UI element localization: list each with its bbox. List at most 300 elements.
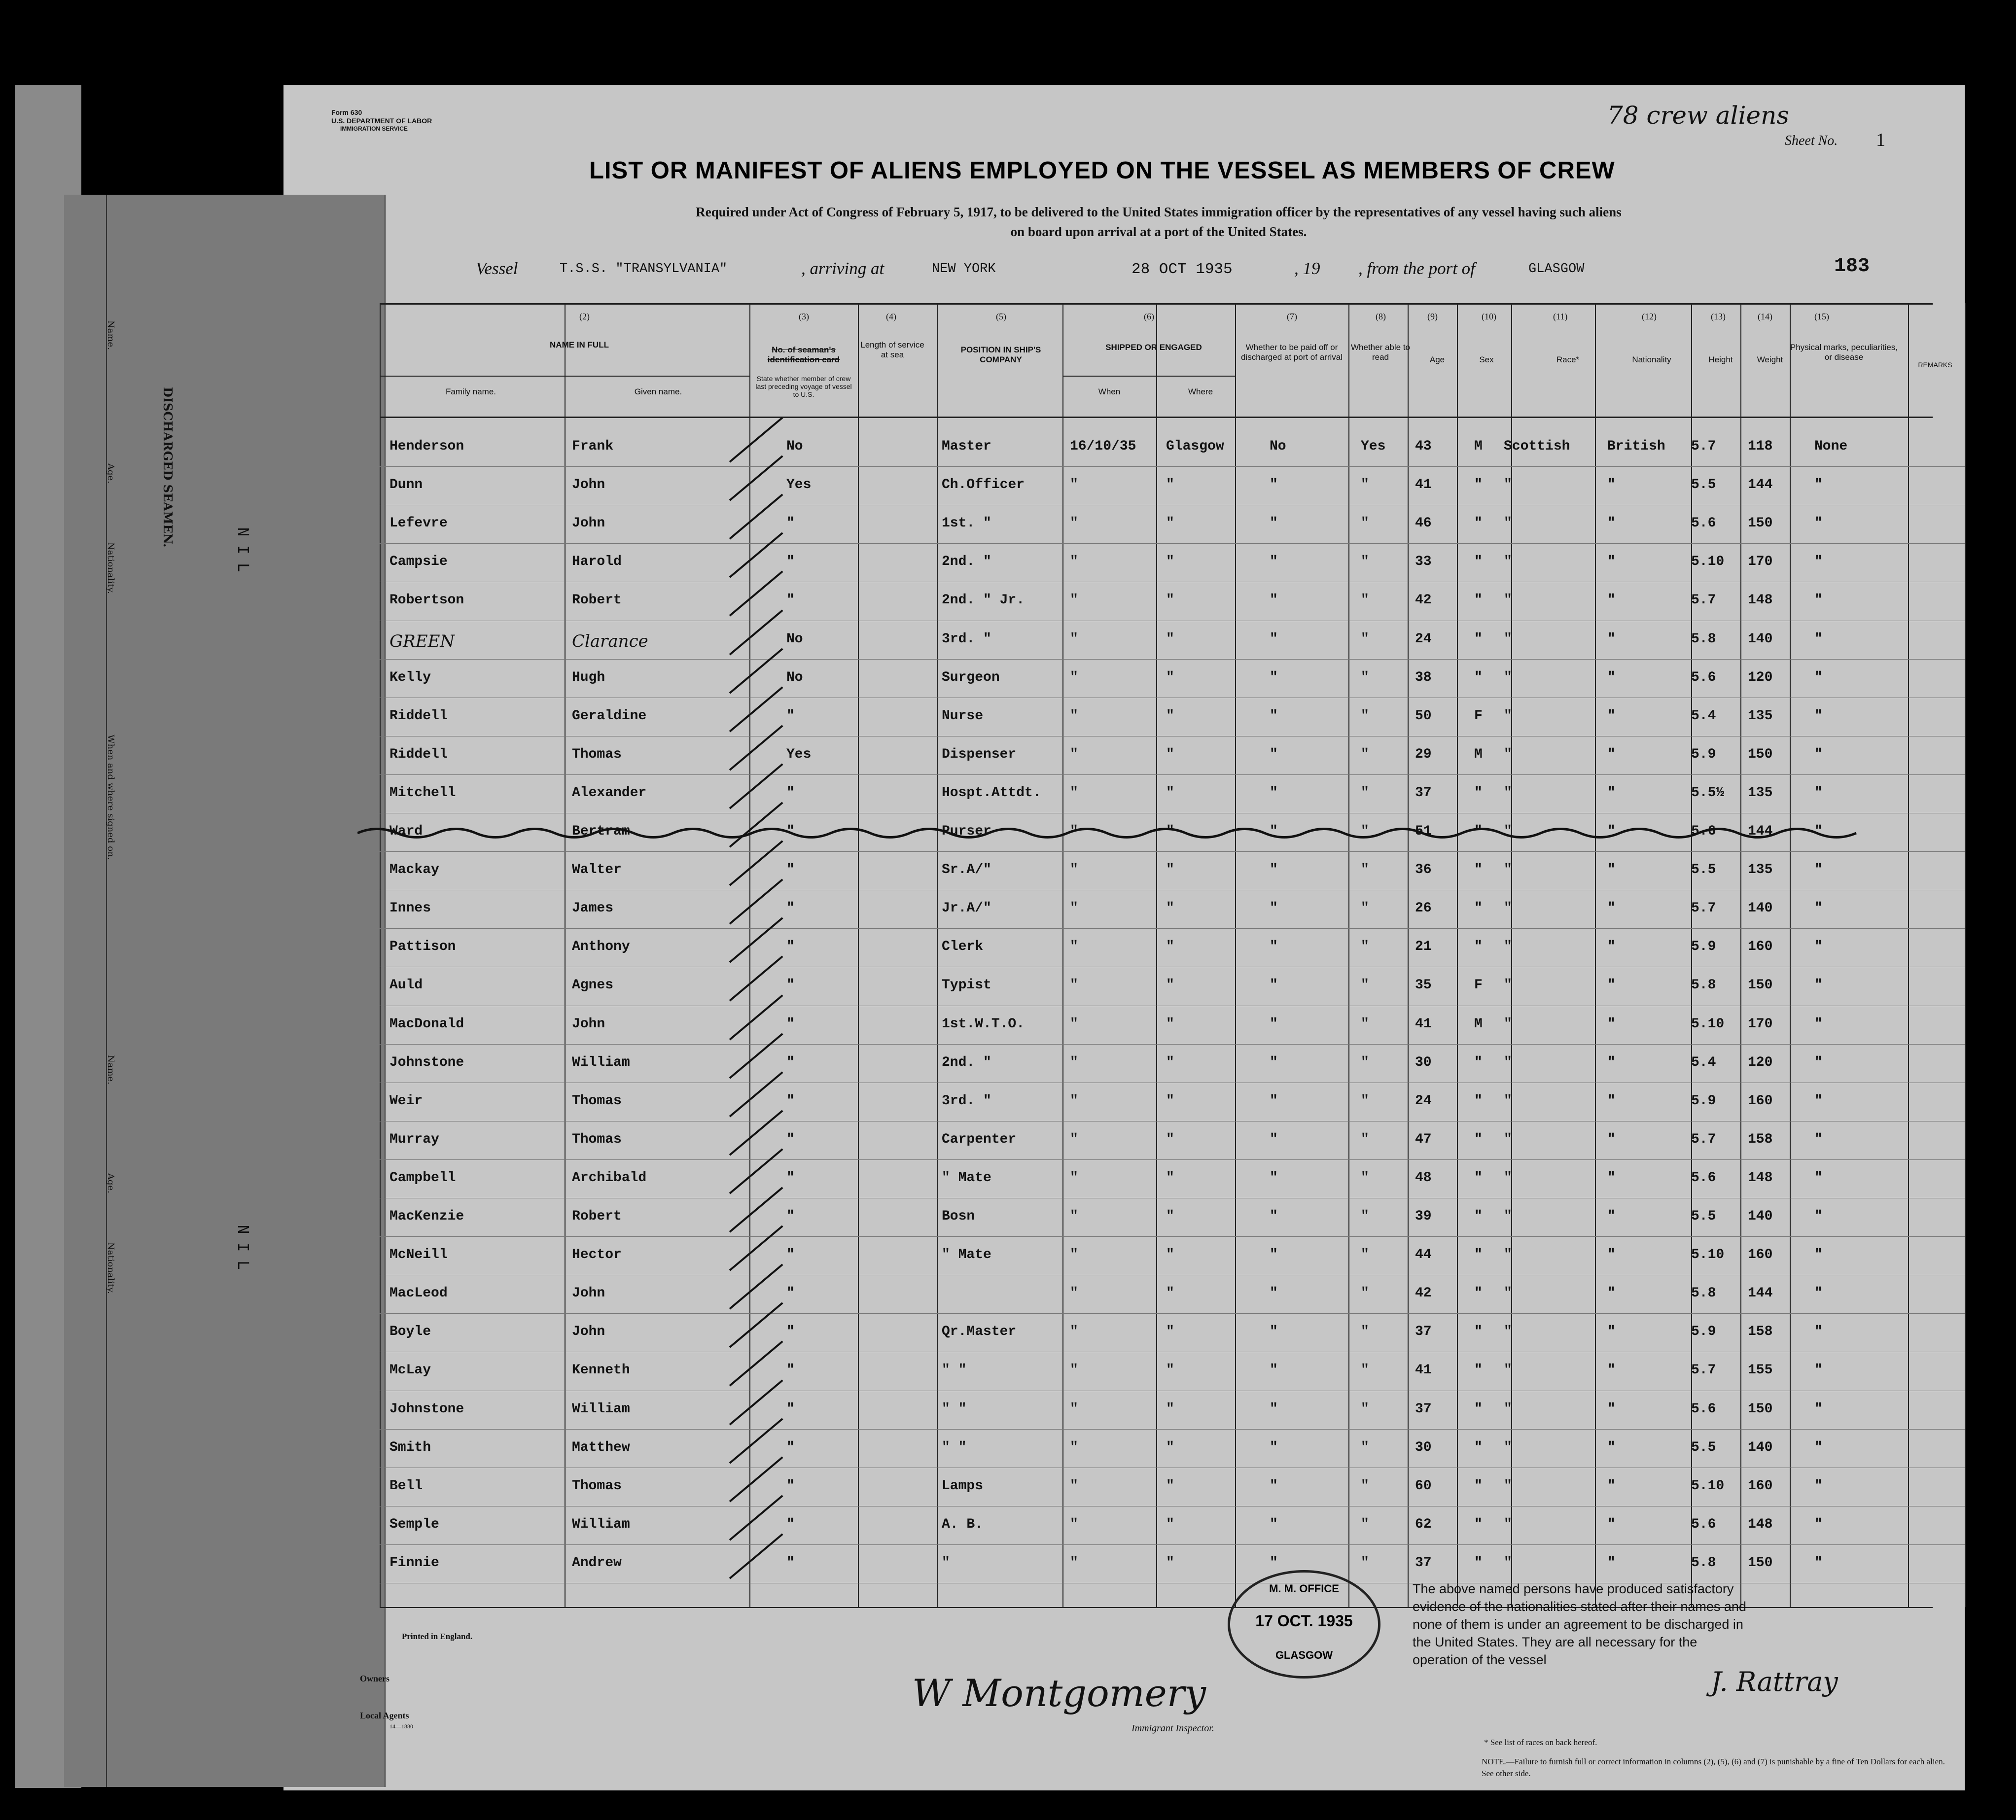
crew-height-cell: 5.7 (1691, 901, 1716, 916)
arrival-date-stamp: 28 OCT 1935 (1132, 261, 1233, 278)
crew-sex-cell: " (1474, 1209, 1483, 1224)
length-of-service-header: Length of service at sea (860, 340, 924, 359)
crew-marks-cell: " (1814, 1324, 1823, 1340)
crew-where-cell: " (1166, 785, 1174, 801)
crew-weight-cell: 155 (1748, 1363, 1773, 1378)
crew-age-cell: 47 (1415, 1131, 1432, 1147)
crew-prev-cell: " (786, 1516, 795, 1532)
crew-read-cell: " (1361, 1478, 1369, 1494)
crew-weight-cell: 144 (1748, 1286, 1773, 1301)
crew-marks-cell: " (1814, 593, 1823, 608)
crew-height-cell: 5.10 (1691, 1016, 1725, 1032)
crew-race-cell: " (1504, 1131, 1512, 1147)
crew-position-cell: Bosn (942, 1209, 975, 1224)
crew-height-cell: 5.7 (1691, 439, 1716, 454)
crew-weight-cell: 150 (1748, 1401, 1773, 1417)
crew-when-cell: " (1070, 939, 1078, 955)
crew-height-cell: 5.8 (1691, 631, 1716, 647)
crew-race-cell: " (1504, 1093, 1512, 1109)
crew-paid-cell: " (1270, 1324, 1278, 1340)
crew-given-cell: Geraldine (572, 708, 647, 724)
crew-where-cell: " (1166, 1363, 1174, 1378)
crew-row (0, 1430, 1823, 1469)
crew-weight-cell: 170 (1748, 1016, 1773, 1032)
crew-where-cell: " (1166, 631, 1174, 647)
crew-sex-cell: M (1474, 1016, 1483, 1032)
crew-sex-cell: " (1474, 901, 1483, 916)
stamp-date: 17 OCT. 1935 (1255, 1612, 1353, 1630)
manifest-subtitle (513, 202, 1804, 242)
crew-height-cell: 5.6 (1691, 516, 1716, 531)
crew-when-cell: " (1070, 1363, 1078, 1378)
crew-when-cell: " (1070, 785, 1078, 801)
crew-prev-cell: " (786, 554, 795, 570)
crew-height-cell: 5.5 (1691, 1209, 1716, 1224)
departure-port: GLASGOW (1528, 262, 1585, 277)
crew-marks-cell: " (1814, 516, 1823, 531)
crew-position-cell: A. B. (942, 1516, 984, 1532)
crew-paid-cell: No (1270, 439, 1286, 454)
crew-position-cell: " Mate (942, 1170, 991, 1186)
crew-position-cell: Typist (942, 978, 991, 993)
crew-when-cell: " (1070, 978, 1078, 993)
crew-position-cell: Jr.A/" (942, 901, 991, 916)
row-rule (380, 1544, 1965, 1545)
crew-sex-cell: F (1474, 978, 1483, 993)
name-subheader-rule (380, 376, 749, 377)
crew-when-cell: " (1070, 631, 1078, 647)
crew-paid-cell: " (1270, 1016, 1278, 1032)
stamp-bottom-text: GLASGOW (1275, 1649, 1333, 1661)
col-3-number: (3) (799, 312, 809, 321)
crew-marks-cell: None (1814, 439, 1848, 454)
crew-row (0, 544, 1823, 583)
crew-prev-cell: " (786, 1170, 795, 1186)
crew-where-cell: " (1166, 901, 1174, 916)
crew-sex-cell: " (1474, 785, 1483, 801)
crew-weight-cell: 135 (1748, 785, 1773, 801)
crew-age-cell: 51 (1415, 824, 1432, 839)
crew-height-cell: 5.7 (1691, 1363, 1716, 1378)
crew-read-cell: " (1361, 554, 1369, 570)
crew-position-cell: " " (942, 1401, 967, 1417)
crew-given-cell: Robert (572, 593, 622, 608)
crew-row (0, 929, 1823, 968)
crew-height-cell: 5.5 (1691, 477, 1716, 493)
crew-where-cell: " (1166, 1054, 1174, 1070)
crew-family-cell: Pattison (389, 939, 456, 955)
crew-age-cell: 37 (1415, 785, 1432, 801)
column-rule (1965, 303, 1966, 1607)
crew-nat-cell: " (1607, 862, 1616, 878)
crew-read-cell: " (1361, 824, 1369, 839)
flap-nil-bottom: N I L (234, 1225, 251, 1270)
crew-paid-cell: " (1270, 1247, 1278, 1263)
crew-prev-cell: " (786, 1478, 795, 1494)
crew-race-cell: " (1504, 1401, 1512, 1417)
crew-sex-cell: M (1474, 746, 1483, 762)
crew-row (0, 583, 1823, 621)
crew-family-cell: Lefevre (389, 516, 448, 531)
stamp-top-text: M. M. OFFICE (1269, 1582, 1339, 1595)
crew-height-cell: 5.8 (1691, 1286, 1716, 1301)
crew-nat-cell: " (1607, 1555, 1616, 1571)
crew-given-cell: Andrew (572, 1555, 622, 1571)
crew-marks-cell: " (1814, 824, 1823, 839)
crew-when-cell: " (1070, 708, 1078, 724)
flap-name-label: Name. (106, 320, 116, 350)
col-12-number: (12) (1642, 312, 1657, 321)
crew-given-cell: John (572, 1324, 605, 1340)
column-rule (1790, 303, 1791, 1607)
crew-sex-cell: " (1474, 1170, 1483, 1186)
crew-race-cell: " (1504, 785, 1512, 801)
crew-paid-cell: " (1270, 631, 1278, 647)
crew-read-cell: " (1361, 862, 1369, 878)
crew-row (0, 622, 1823, 660)
handwritten-crew-count: 78 crew aliens (1607, 101, 1789, 130)
crew-where-cell: " (1166, 1016, 1174, 1032)
crew-race-cell: Scottish (1504, 439, 1570, 454)
crew-row (0, 1469, 1823, 1507)
crew-where-cell: " (1166, 862, 1174, 878)
crew-given-cell: Agnes (572, 978, 614, 993)
crew-prev-cell: " (786, 1324, 795, 1340)
crew-row (0, 1084, 1823, 1122)
crew-nat-cell: " (1607, 477, 1616, 493)
crew-where-cell: " (1166, 1209, 1174, 1224)
col-9-number: (9) (1427, 312, 1438, 321)
crew-nat-cell: " (1607, 824, 1616, 839)
crew-given-cell: John (572, 516, 605, 531)
manifest-title: LIST OR MANIFEST OF ALIENS EMPLOYED ON THE VESSEL AS MEMBERS OF CREW (589, 157, 1615, 184)
crew-nat-cell: " (1607, 785, 1616, 801)
crew-position-cell: Qr.Master (942, 1324, 1017, 1340)
page-number: 183 (1834, 255, 1870, 278)
crew-given-cell: Archibald (572, 1170, 647, 1186)
crew-where-cell: " (1166, 708, 1174, 724)
crew-read-cell: " (1361, 1363, 1369, 1378)
crew-position-cell: 2nd. " Jr. (942, 593, 1025, 608)
crew-when-cell: " (1070, 1247, 1078, 1263)
crew-row (0, 467, 1823, 506)
crew-position-cell: Carpenter (942, 1131, 1017, 1147)
crew-read-cell: " (1361, 631, 1369, 647)
crew-read-cell: " (1361, 746, 1369, 762)
flap-name-label-2: Name. (106, 1055, 116, 1085)
crew-age-cell: 41 (1415, 477, 1432, 493)
crew-marks-cell: " (1814, 1131, 1823, 1147)
crew-sex-cell: " (1474, 477, 1483, 493)
crew-paid-cell: " (1270, 939, 1278, 955)
crew-paid-cell: " (1270, 785, 1278, 801)
crew-where-cell: " (1166, 1439, 1174, 1455)
crew-family-cell: Dunn (389, 477, 423, 493)
subtitle-line-2: on board upon arrival at a port of the United States. (1010, 224, 1307, 239)
from-label: , from the port of (1358, 259, 1475, 278)
crew-given-cell: Thomas (572, 1478, 622, 1494)
flap-when-where-label: When and where signed on. (106, 735, 116, 860)
crew-height-cell: 5.5 (1691, 1439, 1716, 1455)
crew-race-cell: " (1504, 978, 1512, 993)
position-header: POSITION IN SHIP'S COMPANY (960, 345, 1041, 364)
crew-nat-cell: British (1607, 439, 1665, 454)
crew-read-cell: " (1361, 516, 1369, 531)
given-name-header: Given name. (634, 387, 682, 396)
crew-paid-cell: " (1270, 1170, 1278, 1186)
crew-weight-cell: 150 (1748, 516, 1773, 531)
crew-given-cell: Thomas (572, 1093, 622, 1109)
crew-row (0, 1199, 1823, 1237)
col-11-number: (11) (1553, 312, 1568, 321)
owners-label: Owners (360, 1674, 389, 1683)
col-15-number: (15) (1814, 312, 1829, 321)
row-rule (380, 466, 1965, 467)
crew-nat-cell: " (1607, 1401, 1616, 1417)
crew-race-cell: " (1504, 669, 1512, 685)
crew-prev-cell: " (786, 824, 795, 839)
crew-age-cell: 26 (1415, 901, 1432, 916)
crew-weight-cell: 140 (1748, 1209, 1773, 1224)
crew-sex-cell: " (1474, 824, 1483, 839)
crew-read-cell: " (1361, 939, 1369, 955)
crew-where-cell: " (1166, 477, 1174, 493)
crew-prev-cell: " (786, 593, 795, 608)
crew-paid-cell: " (1270, 1439, 1278, 1455)
crew-read-cell: " (1361, 1054, 1369, 1070)
crew-where-cell: " (1166, 1286, 1174, 1301)
crew-row (0, 1392, 1823, 1430)
crew-nat-cell: " (1607, 1439, 1616, 1455)
where-header: Where (1188, 387, 1213, 396)
crew-where-cell: " (1166, 939, 1174, 955)
crew-race-cell: " (1504, 1516, 1512, 1532)
flap-age-label-2: Age. (106, 1173, 116, 1193)
crew-read-cell: " (1361, 785, 1369, 801)
crew-sex-cell: " (1474, 939, 1483, 955)
physical-marks-header: Physical marks, peculiarities, or disease (1790, 343, 1898, 362)
crew-position-cell: Master (942, 439, 991, 454)
crew-given-cell: Clarance (572, 631, 648, 651)
crew-race-cell: " (1504, 631, 1512, 647)
crew-age-cell: 50 (1415, 708, 1432, 724)
crew-age-cell: 36 (1415, 862, 1432, 878)
crew-age-cell: 37 (1415, 1555, 1432, 1571)
crew-where-cell: " (1166, 516, 1174, 531)
crew-weight-cell: 148 (1748, 1170, 1773, 1186)
form-number: Form 630 (331, 108, 362, 116)
crew-family-cell: MacKenzie (389, 1209, 464, 1224)
col-2-number: (2) (579, 312, 590, 321)
crew-family-cell: GREEN (389, 631, 455, 651)
penalty-note: NOTE.—Failure to furnish full or correct information in columns (2), (5), (6) and (7) is punishable by a fine of Ten Dollars for each alien. See other side. (1482, 1757, 1945, 1778)
vessel-name: T.S.S. "TRANSYLVANIA" (560, 262, 728, 277)
crew-position-cell: 3rd. " (942, 631, 991, 647)
crew-weight-cell: 148 (1748, 1516, 1773, 1532)
crew-family-cell: Campsie (389, 554, 448, 570)
crew-when-cell: " (1070, 1324, 1078, 1340)
crew-race-cell: " (1504, 1555, 1512, 1571)
row-rule (380, 659, 1965, 660)
crew-prev-cell: " (786, 1016, 795, 1032)
crew-height-cell: 5.10 (1691, 1478, 1725, 1494)
crew-marks-cell: " (1814, 1016, 1823, 1032)
nationality-header: Nationality (1632, 355, 1671, 364)
crew-read-cell: " (1361, 1016, 1369, 1032)
crew-age-cell: 33 (1415, 554, 1432, 570)
crew-read-cell: " (1361, 1286, 1369, 1301)
service: IMMIGRATION SERVICE (340, 125, 408, 132)
crew-marks-cell: " (1814, 939, 1823, 955)
crew-prev-cell: No (786, 631, 803, 647)
sex-header: Sex (1479, 355, 1494, 364)
row-rule (380, 1313, 1965, 1314)
crew-nat-cell: " (1607, 939, 1616, 955)
crew-prev-cell: " (786, 1209, 795, 1224)
crew-given-cell: Hugh (572, 669, 605, 685)
crew-given-cell: Matthew (572, 1439, 630, 1455)
master-signature: J. Rattray (1711, 1666, 1838, 1697)
crew-weight-cell: 120 (1748, 1054, 1773, 1070)
crew-when-cell: " (1070, 516, 1078, 531)
crew-height-cell: 5.7 (1691, 593, 1716, 608)
crew-family-cell: Innes (389, 901, 431, 916)
crew-race-cell: " (1504, 708, 1512, 724)
crew-row (0, 1276, 1823, 1314)
crew-sex-cell: " (1474, 1324, 1483, 1340)
crew-paid-cell: " (1270, 477, 1278, 493)
crew-when-cell: " (1070, 1131, 1078, 1147)
crew-read-cell: " (1361, 669, 1369, 685)
crew-position-cell: Surgeon (942, 669, 1000, 685)
crew-marks-cell: " (1814, 1247, 1823, 1263)
crew-race-cell: " (1504, 939, 1512, 955)
crew-height-cell: 5.9 (1691, 939, 1716, 955)
crew-prev-cell: " (786, 1555, 795, 1571)
crew-marks-cell: " (1814, 708, 1823, 724)
crew-paid-cell: " (1270, 1363, 1278, 1378)
crew-paid-cell: " (1270, 862, 1278, 878)
shipped-engaged-header: SHIPPED OR ENGAGED (1105, 343, 1202, 352)
crew-nat-cell: " (1607, 1131, 1616, 1147)
crew-weight-cell: 160 (1748, 1093, 1773, 1109)
flap-age-label: Age. (106, 463, 116, 484)
crew-paid-cell: " (1270, 1478, 1278, 1494)
crew-weight-cell: 144 (1748, 477, 1773, 493)
crew-sex-cell: " (1474, 1286, 1483, 1301)
crew-sex-cell: " (1474, 516, 1483, 531)
crew-nat-cell: " (1607, 1247, 1616, 1263)
crew-weight-cell: 150 (1748, 746, 1773, 762)
crew-age-cell: 44 (1415, 1247, 1432, 1263)
crew-height-cell: 5.6 (1691, 669, 1716, 685)
crew-race-cell: " (1504, 901, 1512, 916)
crew-race-cell: " (1504, 1363, 1512, 1378)
crew-age-cell: 29 (1415, 746, 1432, 762)
crew-when-cell: " (1070, 477, 1078, 493)
crew-position-cell: " " (942, 1363, 967, 1378)
crew-age-cell: 35 (1415, 978, 1432, 993)
crew-age-cell: 42 (1415, 1286, 1432, 1301)
crew-prev-cell: " (786, 1401, 795, 1417)
height-header: Height (1708, 355, 1733, 364)
crew-family-cell: Campbell (389, 1170, 456, 1186)
crew-row (0, 506, 1823, 544)
crew-where-cell: " (1166, 1093, 1174, 1109)
crew-given-cell: Alexander (572, 785, 647, 801)
crew-position-cell: 3rd. " (942, 1093, 991, 1109)
id-card-header: No. of seaman's identification card (767, 345, 840, 364)
crew-nat-cell: " (1607, 1170, 1616, 1186)
crew-marks-cell: " (1814, 1555, 1823, 1571)
crew-read-cell: " (1361, 593, 1369, 608)
crew-sex-cell: " (1474, 1555, 1483, 1571)
crew-position-cell: Lamps (942, 1478, 984, 1494)
crew-when-cell: " (1070, 1439, 1078, 1455)
col-4-number: (4) (886, 312, 896, 321)
crew-when-cell: " (1070, 1209, 1078, 1224)
crew-height-cell: 5.5 (1691, 862, 1716, 878)
crew-marks-cell: " (1814, 1439, 1823, 1455)
crew-position-cell: 2nd. " (942, 554, 991, 570)
crew-prev-cell: " (786, 516, 795, 531)
col-14-number: (14) (1758, 312, 1772, 321)
crew-family-cell: Mitchell (389, 785, 456, 801)
crew-row (0, 852, 1823, 891)
crew-weight-cell: 158 (1748, 1131, 1773, 1147)
subtitle-line-1: Required under Act of Congress of February 5, 1917, to be delivered to the United States immigration officer by the representatives of any vessel having such aliens (696, 205, 1622, 219)
crew-nat-cell: " (1607, 1093, 1616, 1109)
crew-marks-cell: " (1814, 631, 1823, 647)
crew-race-cell: " (1504, 1016, 1512, 1032)
crew-when-cell: " (1070, 862, 1078, 878)
crew-nat-cell: " (1607, 708, 1616, 724)
crew-race-cell: " (1504, 862, 1512, 878)
crew-row (0, 1122, 1823, 1160)
crew-family-cell: Smith (389, 1439, 431, 1455)
crew-sex-cell: " (1474, 593, 1483, 608)
crew-read-cell: " (1361, 1170, 1369, 1186)
crew-row (0, 699, 1823, 737)
crew-prev-cell: " (786, 1054, 795, 1070)
crew-nat-cell: " (1607, 746, 1616, 762)
sheet-label: Sheet No. (1785, 133, 1838, 148)
crew-prev-cell: " (786, 901, 795, 916)
crew-given-cell: Bertram (572, 824, 630, 839)
crew-age-cell: 41 (1415, 1363, 1432, 1378)
crew-position-cell: " (942, 1555, 950, 1571)
crew-age-cell: 39 (1415, 1209, 1432, 1224)
immigrant-inspector-label: Immigrant Inspector. (1132, 1723, 1214, 1734)
crew-family-cell: Boyle (389, 1324, 431, 1340)
crew-when-cell: " (1070, 593, 1078, 608)
crew-paid-cell: " (1270, 1209, 1278, 1224)
crew-paid-cell: " (1270, 1131, 1278, 1147)
crew-family-cell: Finnie (389, 1555, 439, 1571)
row-rule (380, 928, 1965, 929)
crew-paid-cell: " (1270, 1516, 1278, 1532)
crew-given-cell: Kenneth (572, 1363, 630, 1378)
crew-age-cell: 46 (1415, 516, 1432, 531)
crew-sex-cell: " (1474, 1363, 1483, 1378)
crew-nat-cell: " (1607, 669, 1616, 685)
crew-race-cell: " (1504, 554, 1512, 570)
col-5-number: (5) (996, 312, 1006, 321)
crew-weight-cell: 140 (1748, 631, 1773, 647)
crew-when-cell: " (1070, 1555, 1078, 1571)
crew-paid-cell: " (1270, 1093, 1278, 1109)
row-rule (380, 1044, 1965, 1045)
